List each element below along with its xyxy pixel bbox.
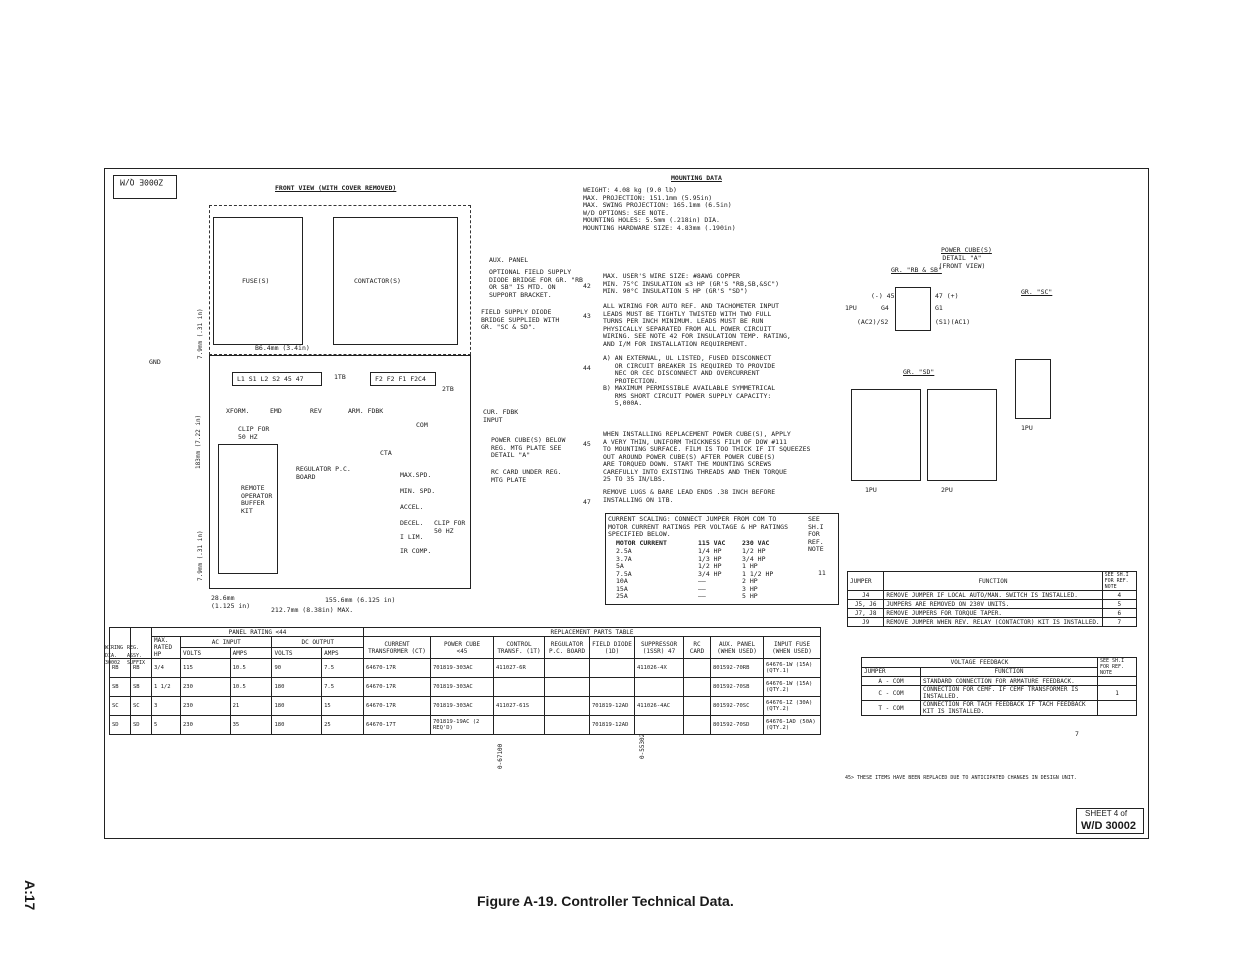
cs-cell: 1/2 HP	[698, 562, 722, 570]
jumper-row	[848, 609, 1137, 618]
note-42	[583, 272, 780, 295]
clip-label: CLIP FOR 50 HZ	[238, 425, 270, 441]
parts-cell: 21	[230, 697, 272, 716]
vertical-part-2: 0-55302	[639, 733, 646, 759]
parts-cell: 3/4	[152, 659, 181, 678]
side-blank	[110, 628, 131, 659]
cube-left-3: (AC2)/S2	[857, 318, 889, 326]
col-input-fuse: INPUT FUSE (WHEN USED)	[764, 637, 821, 659]
page-number: A:17	[22, 880, 38, 911]
xform-label: XFORM.	[226, 407, 250, 415]
mounting-data-title: MOUNTING DATA	[671, 174, 722, 182]
parts-cell: 230	[181, 716, 231, 735]
drawing-sheet	[104, 168, 1149, 839]
mounting-line: W/D OPTIONS: SEE NOTE.	[583, 208, 670, 217]
parts-cell: 701819-12AD	[590, 716, 635, 735]
parts-row	[110, 659, 821, 678]
cs-cell: 1/2 HP	[742, 547, 766, 555]
replacement-parts-table	[109, 627, 821, 735]
col-regulator: REGULATOR P.C. BOARD	[545, 637, 590, 659]
dim-w3: 212.7mm (8.38in) MAX.	[271, 606, 354, 614]
clip-label-2: CLIP FOR 50 HZ	[434, 519, 466, 535]
col-amps: AMPS	[230, 648, 272, 659]
cs-cell: 3 HP	[742, 584, 758, 593]
callout-rc-card: RC CARD UNDER REG. MTG PLATE	[491, 468, 562, 484]
col-aux-panel: AUX. PANEL (WHEN USED)	[711, 637, 764, 659]
gr-sc-label: GR. "SC"	[1021, 288, 1053, 296]
cs-cell: 3/4 HP	[742, 554, 766, 563]
hp-text: HP	[154, 651, 162, 658]
parts-cell: SC	[131, 697, 152, 716]
terminal-strip-1tb	[232, 372, 322, 386]
note-text: A) AN EXTERNAL, UL LISTED, FUSED DISCONNECT OR CIRCUIT BREAKER IS REQUIRED TO PROVIDE NEC OR CEC DISCONNECT AND OVERCURRENT PROTECTION. B) MAXIMUM PERMISSIBLE AVAILABLE SYMMETRICAL RMS SHORT CIRCUIT POWER SUPPLY CAPACITY: 5,000A.	[603, 354, 776, 407]
rev-label: REV	[310, 407, 322, 415]
mounting-line: MOUNTING HOLES: 5.5mm (.218in) DIA.	[583, 216, 720, 224]
power-cube-text: POWER CUBE	[443, 640, 481, 648]
jumper-head: SEE SH.I FOR REF. NOTE	[1102, 572, 1136, 591]
parts-cell: 35	[230, 716, 272, 735]
panel-rating-head: PANEL RATING <44	[152, 628, 364, 637]
callout-aux-panel: AUX. PANEL	[489, 256, 529, 264]
cs-cell: 1/3 HP	[698, 554, 722, 563]
parts-cell	[590, 659, 635, 678]
parts-cell: 801592-70SC	[711, 697, 764, 716]
parts-cell	[635, 678, 684, 697]
cube-right-1: 47 (+)	[935, 292, 959, 300]
current-scaling-rows	[606, 548, 806, 601]
callout-field-supply: FIELD SUPPLY DIODE BRIDGE SUPPLIED WITH GR. "SC & SD".	[481, 308, 560, 331]
jumper-cell: 5	[1102, 600, 1136, 609]
col-field-diode: FIELD DIODE (1D)	[590, 637, 635, 659]
power-cube-ref: 45	[460, 647, 468, 655]
ipu-label-1: 1PU	[845, 304, 857, 312]
parts-cell	[545, 716, 590, 735]
dim-w1: 28.6mm (1.125 in)	[211, 594, 251, 610]
parts-cell: 701819-12AD	[590, 697, 635, 716]
cta-label: CTA	[380, 449, 392, 457]
dim-h3: 7.9mm (.31 in)	[197, 530, 204, 581]
cs-cell: 1 1/2 HP	[742, 569, 774, 578]
parts-cell: 180	[272, 716, 322, 735]
arm-fdbk-label: ARM. FDBK	[348, 407, 384, 415]
parts-cell: 1 1/2	[152, 678, 181, 697]
parts-cell: 10.5	[230, 678, 272, 697]
parts-cell	[545, 697, 590, 716]
drawing-number: W/D 30002	[1081, 820, 1137, 832]
cs-head-115: 115 VAC	[698, 539, 726, 547]
vf-head: SEE SH.I FOR REF. NOTE	[1098, 658, 1137, 677]
col-volts2: VOLTS	[272, 648, 322, 659]
vf-head: FUNCTION	[921, 667, 1098, 677]
vf-cell	[1098, 677, 1137, 686]
wiring-dia-label: WIRING DIA. 30002	[105, 645, 124, 666]
vf-cell: C - COM	[862, 686, 921, 701]
parts-row	[110, 678, 821, 697]
parts-row	[110, 716, 821, 735]
parts-cell: 7.5	[322, 678, 364, 697]
mounting-line: WEIGHT: 4.08 kg (9.0 lb)	[583, 186, 677, 194]
parts-cell: 7.5	[322, 659, 364, 678]
max-rated-text: MAX. RATED	[154, 637, 173, 651]
parts-cell: 90	[272, 659, 322, 678]
parts-cell: 230	[181, 678, 231, 697]
cs-row	[606, 593, 806, 601]
parts-cell	[635, 716, 684, 735]
parts-cell: SD	[110, 716, 131, 735]
fuse-label: FUSE(S)	[242, 277, 270, 285]
parts-cell: RB	[131, 659, 152, 678]
vf-cell: STANDARD CONNECTION FOR ARMATURE FEEDBACK.	[921, 677, 1098, 686]
footnote-45: 45> THESE ITEMS HAVE BEEN REPLACED DUE TO ANTICIPATED CHANGES IN DESIGN UNIT.	[845, 775, 1077, 781]
cs-cell: 5A	[616, 562, 624, 570]
note-number: 45	[583, 440, 591, 448]
note-43	[583, 302, 791, 348]
note-number: 42	[583, 282, 591, 290]
parts-cell: SB	[131, 678, 152, 697]
side-blank	[131, 628, 152, 659]
power-cube-title: POWER CUBE(S)	[941, 246, 992, 254]
parts-cell: 411026-4AC	[635, 697, 684, 716]
parts-cell: 64670-17R	[364, 697, 431, 716]
parts-cell	[545, 659, 590, 678]
mounting-line: MAX. PROJECTION: 151.1mm (5.95in)	[583, 193, 713, 202]
gnd-label: GND	[149, 358, 161, 366]
power-cube-sc	[1015, 359, 1051, 419]
cs-cell: ——	[698, 577, 706, 585]
callout-optional-diode: OPTIONAL FIELD SUPPLY DIODE BRIDGE FOR GR. "RB OR SB" IS MTD. ON SUPPORT BRACKET.	[489, 268, 583, 299]
corner-code-box	[113, 175, 177, 199]
reg-assy-label: REG. ASSY. SUFFIX	[127, 645, 146, 666]
jumper-cell: JUMPERS ARE REMOVED ON 230V UNITS.	[884, 600, 1102, 609]
vf-cell: 1	[1098, 686, 1137, 701]
contactor-label: CONTACTOR(S)	[354, 277, 401, 285]
col-volts: VOLTS	[181, 648, 231, 659]
parts-cell: 10.5	[230, 659, 272, 678]
parts-cell: 411027-6R	[494, 659, 545, 678]
vf-cell: CONNECTION FOR CEMF. IF CEMF TRANSFORMER IS INSTALLED.	[921, 686, 1098, 701]
note-number: 47	[583, 498, 591, 506]
parts-cell: 64676-1W (15A)(QTY.2)	[764, 678, 821, 697]
tb2-label: 2TB	[442, 385, 454, 393]
parts-cell: 64676-1Z (30A)(QTY.2)	[764, 697, 821, 716]
parts-cell: 64670-17R	[364, 678, 431, 697]
col-rc-card: RC CARD	[684, 637, 711, 659]
emd-label: EMD	[270, 407, 282, 415]
cs-cell: 10A	[616, 577, 628, 585]
note-text: WHEN INSTALLING REPLACEMENT POWER CUBE(S), APPLY A VERY THIN, UNIFORM THICKNESS FILM OF DOW #111 TO MOUNTING SURFACE. FILM IS TOO THICK IF IT SQUEEZES OUT AROUND POWER CUBE(S) AFTER POWER CUBE(S) ARE TORQUED DOWN. START THE MOUNTING SCREWS CAREFULLY INTO EXISTING THREADS AND THEN TORQUE 25 TO 35 IN/LBS.	[603, 430, 811, 483]
dim-top: B6.4mm (3.4in)	[255, 344, 310, 352]
jumper-cell: REMOVE JUMPERS FOR TORQUE TAPER.	[884, 609, 1102, 618]
parts-cell: 411026-4X	[635, 659, 684, 678]
col-power-cube: POWER CUBE <45	[431, 637, 494, 659]
parts-cell	[684, 716, 711, 735]
parts-cell: 115	[181, 659, 231, 678]
panel-rating: PANEL RATING	[228, 628, 272, 636]
ir-comp-label: IR COMP.	[400, 547, 432, 555]
cube-right-3: (S1)(AC1)	[935, 318, 971, 326]
jumper-cell: J9	[848, 618, 884, 627]
parts-cell: 64670-17T	[364, 716, 431, 735]
cs-row	[606, 586, 806, 594]
cs-cell: 7.5A	[616, 569, 632, 578]
current-scaling-table	[605, 513, 839, 605]
note-47	[583, 488, 776, 508]
min-spd-label: MIN. SPD.	[400, 487, 436, 495]
col-ac-input: AC INPUT	[181, 637, 272, 648]
parts-cell: 701819-303AC	[431, 659, 494, 678]
parts-cell: 64670-17R	[364, 659, 431, 678]
sheet-box	[1076, 808, 1144, 834]
parts-cell: 3	[152, 697, 181, 716]
parts-cell	[494, 678, 545, 697]
com-label: COM	[416, 421, 428, 429]
decel-label: DECEL.	[400, 519, 424, 527]
ipu-label-3: 1PU	[1021, 424, 1033, 432]
cs-cell: 15A	[616, 584, 628, 593]
corner-code: Z000E Q/M	[120, 177, 164, 187]
suppressor-ref: 47	[668, 647, 676, 655]
parts-cell: SB	[110, 678, 131, 697]
current-scaling-text: CURRENT SCALING: CONNECT JUMPER FROM COM TO MOTOR CURRENT RATINGS PER VOLTAGE & HP RATINGS SPECIFIED BELOW.	[608, 515, 789, 538]
jumper-cell: J4	[848, 591, 884, 600]
cs-row	[606, 578, 806, 586]
parts-cell: 5	[152, 716, 181, 735]
parts-cell: 64676-1AD (50A)(QTY.2)	[764, 716, 821, 735]
power-cube-sd-1	[851, 389, 921, 481]
parts-cell: 230	[181, 697, 231, 716]
cube-left-2: G4	[881, 304, 889, 312]
jumper-cell: REMOVE JUMPER IF LOCAL AUTO/MAN. SWITCH IS INSTALLED.	[884, 591, 1102, 600]
max-spd-label: MAX.SPD.	[400, 471, 432, 479]
jumper-row	[848, 591, 1137, 600]
cs-head-motor: MOTOR CURRENT	[616, 539, 667, 547]
regulator-label: REGULATOR P.C. BOARD	[296, 465, 351, 481]
vf-ref-7: 7	[1075, 730, 1079, 738]
parts-cell: 411027-61S	[494, 697, 545, 716]
jumper-cell: J5, J6	[848, 600, 884, 609]
parts-cell: 25	[322, 716, 364, 735]
jumper-cell: 6	[1102, 609, 1136, 618]
jumper-row	[848, 618, 1137, 627]
ipu-label-2: 1PU	[865, 486, 877, 494]
terminals-1tb-label: L1 S1 L2 S2 45 47	[237, 375, 304, 383]
jumper-head: FUNCTION	[884, 572, 1102, 591]
parts-cell	[545, 678, 590, 697]
front-view-title: FRONT VIEW (WITH COVER REMOVED)	[275, 184, 397, 192]
parts-cell: 15	[322, 697, 364, 716]
gr-sd-label: GR. "SD"	[903, 368, 935, 376]
note-text: REMOVE LUGS & BARE LEAD ENDS .38 INCH BEFORE INSTALLING ON 1TB.	[603, 488, 776, 504]
parts-cell	[684, 697, 711, 716]
col-ct: CURRENT TRANSFORMER (CT)	[364, 637, 431, 659]
pu2-label: 2PU	[941, 486, 953, 494]
callout-cur-fdbk: CUR. FDBK INPUT	[483, 408, 519, 424]
cs-note-ref: 11	[818, 569, 826, 577]
mounting-line: MOUNTING HARDWARE SIZE: 4.83mm (.190in)	[583, 223, 736, 232]
col-suppressor	[635, 637, 684, 659]
note-44	[583, 354, 776, 407]
cs-cell: 3.7A	[616, 554, 632, 563]
parts-row	[110, 697, 821, 716]
power-cube-rb	[895, 287, 931, 331]
parts-cell: 64676-1W (15A)(QTY.1)	[764, 659, 821, 678]
vf-cell: A - COM	[862, 677, 921, 686]
panel-rating-ref: 44	[279, 628, 287, 636]
controller-panel	[209, 355, 471, 589]
cube-right-2: G1	[935, 304, 943, 312]
dim-w2: 155.6mm (6.125 in)	[325, 596, 396, 604]
callout-power-cube: POWER CUBE(S) BELOW REG. MTG PLATE SEE DETAIL "A"	[491, 436, 566, 459]
cs-cell: 5 HP	[742, 592, 758, 600]
jumper-head: JUMPER	[848, 572, 884, 591]
jumper-cell: 7	[1102, 618, 1136, 627]
cs-cell: ——	[698, 584, 706, 593]
mounting-data-lines	[583, 187, 736, 232]
power-cube-sd-2	[927, 389, 997, 481]
parts-cell: 701819-303AC	[431, 678, 494, 697]
cs-cell: 3/4 HP	[698, 569, 722, 578]
cs-cell: 25A	[616, 592, 628, 600]
note-number: 44	[583, 364, 591, 372]
note-text: ALL WIRING FOR AUTO REF. AND TACHOMETER INPUT LEADS MUST BE TIGHTLY TWISTED WITH TWO FULL TURNS PER INCH MINIMUM. LEADS MUST BE RUN PHYSICALLY SEPARATED FROM ALL POWER CIRCUIT WIRING. SEE NOTE 42 FOR INSULATION TEMP. RATING, AND I/M FOR INSTALLATION REQUIREMENT.	[603, 302, 791, 348]
vf-head: JUMPER	[862, 667, 921, 677]
remote-operator-label: REMOTE OPERATOR BUFFER KIT	[241, 484, 273, 515]
parts-cell	[494, 716, 545, 735]
dim-h1: 7.9mm (.31 in)	[197, 308, 204, 359]
parts-cell: 801592-70SD	[711, 716, 764, 735]
parts-cell: RB	[110, 659, 131, 678]
remote-operator-kit	[218, 444, 278, 574]
col-control-transf: CONTROL TRANSF. (1T)	[494, 637, 545, 659]
vf-title: VOLTAGE FEEDBACK	[862, 658, 1098, 668]
figure-caption: Figure A-19. Controller Technical Data.	[477, 893, 734, 909]
parts-cell: 801592-70RB	[711, 659, 764, 678]
cs-cell: 1 HP	[742, 562, 758, 570]
vertical-part-1: 0-67100	[497, 743, 504, 769]
col-max-rated	[152, 637, 181, 659]
mounting-line: MAX. SWING PROJECTION: 165.1mm (6.5in)	[583, 201, 732, 209]
parts-cell: 180	[272, 678, 322, 697]
current-scaling-see: SEE SH.I FOR REF. NOTE	[808, 515, 824, 553]
vf-cell: CONNECTION FOR TACH FEEDBACK IF TACH FEEDBACK KIT IS INSTALLED.	[921, 701, 1098, 716]
contactor-area	[333, 217, 458, 345]
col-amps2: AMPS	[322, 648, 364, 659]
dim-h2: 183mm (7.22 in)	[195, 414, 202, 469]
parts-cell: 701819-19AC (2 REQ'D)	[431, 716, 494, 735]
fuse-area	[213, 217, 303, 345]
replacement-title: REPLACEMENT PARTS TABLE	[364, 628, 821, 637]
jumper-cell: REMOVE JUMPER WHEN REV. RELAY (CONTACTOR) KIT IS INSTALLED.	[884, 618, 1102, 627]
voltage-feedback-table	[861, 657, 1137, 716]
vf-row	[862, 686, 1137, 701]
col-dc-output: DC OUTPUT	[272, 637, 364, 648]
parts-cell: 801592-70SB	[711, 678, 764, 697]
jumper-cell: J7, J8	[848, 609, 884, 618]
jumper-row	[848, 600, 1137, 609]
cs-head-230: 230 VAC	[742, 539, 770, 547]
note-45	[583, 430, 811, 483]
tb1-label: 1TB	[334, 373, 346, 381]
parts-cell: SC	[110, 697, 131, 716]
parts-cell	[684, 678, 711, 697]
cube-left-1: (-) 45	[871, 292, 895, 300]
jumper-table	[847, 571, 1137, 627]
parts-cell	[684, 659, 711, 678]
parts-cell: 180	[272, 697, 322, 716]
terminals-2tb-label: F2 F2 F1 F2C4	[375, 375, 426, 383]
accel-label: ACCEL.	[400, 503, 424, 511]
i-lim-label: I LIM.	[400, 533, 424, 541]
gr-rb-sb-label: GR. "RB & SB"	[891, 266, 942, 274]
cs-cell: ——	[698, 592, 706, 600]
suppressor-text: SUPPRESSOR (1SSR)	[640, 640, 678, 655]
vf-row	[862, 677, 1137, 686]
cs-cell: 1/4 HP	[698, 547, 722, 555]
cs-cell: 2.5A	[616, 547, 632, 555]
jumper-cell: 4	[1102, 591, 1136, 600]
note-number: 43	[583, 312, 591, 320]
power-cube-subtitle: DETAIL "A" (FRONT VIEW)	[938, 254, 986, 270]
sheet-label: SHEET 4 of	[1085, 809, 1128, 818]
cs-row	[606, 571, 806, 579]
terminal-strip-2tb	[370, 372, 436, 386]
cs-cell: 2 HP	[742, 577, 758, 585]
note-text: MAX. USER'S WIRE SIZE: #8AWG COPPER MIN. 75°C INSULATION ≤3 HP (GR'S "RB,SB,&SC") MIN. 90°C INSULATION 5 HP (GR'S "SD")	[603, 272, 780, 295]
vf-cell	[1098, 701, 1137, 716]
vf-row	[862, 701, 1137, 716]
vf-cell: T - COM	[862, 701, 921, 716]
parts-cell: SD	[131, 716, 152, 735]
parts-cell: 701819-303AC	[431, 697, 494, 716]
parts-cell	[590, 678, 635, 697]
